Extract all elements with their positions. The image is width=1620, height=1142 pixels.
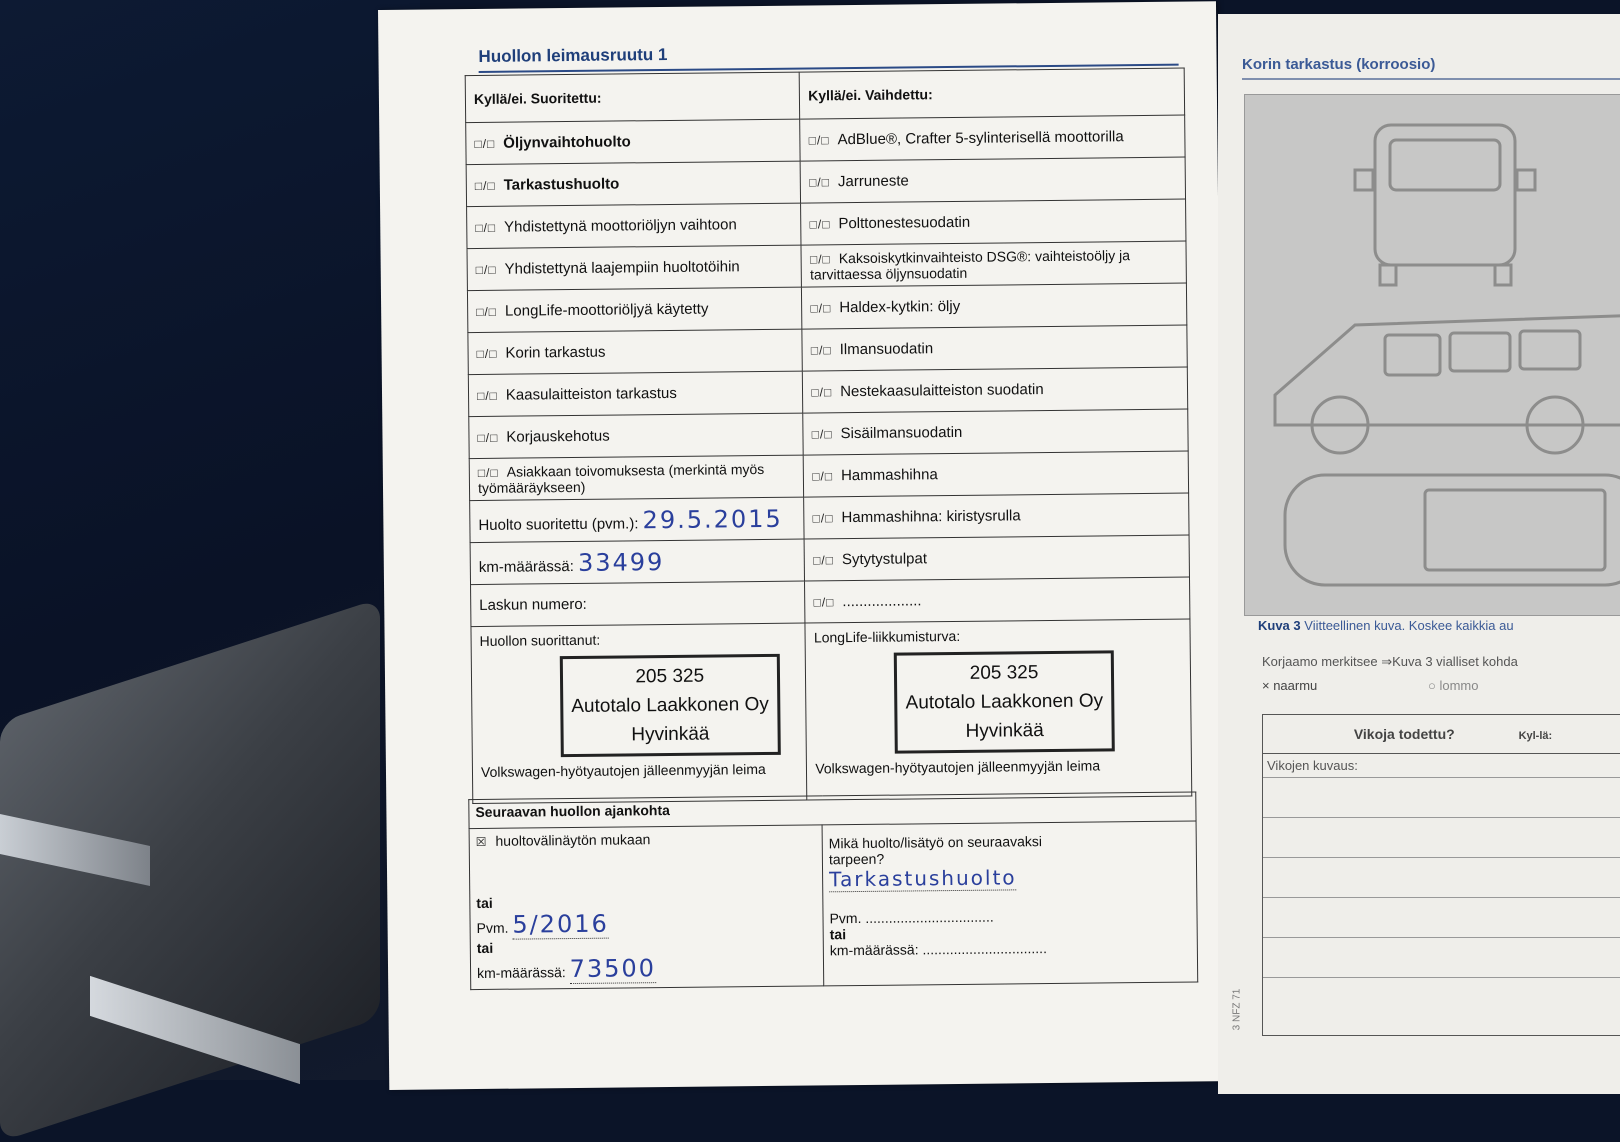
checkbox[interactable]: □/□ [808,133,830,148]
caption-text: Viitteellinen kuva. Koskee kaikkia au [1304,618,1514,633]
checkbox[interactable]: □/□ [475,262,497,277]
next-date-right[interactable]: Pvm. ................................. [829,908,994,927]
writing-line[interactable] [1263,857,1620,897]
service-date-label: Huolto suoritettu (pvm.): [478,514,639,534]
defects-description-label: Vikojen kuvaus: [1267,758,1358,773]
body-inspection-title: Korin tarkastus (korroosio) [1242,56,1436,73]
van-outline-illustration [1245,95,1620,615]
performer-label: Huollon suorittanut: [479,631,601,649]
or-label: tai [476,939,494,957]
dealer-stamp [560,654,781,757]
checkbox[interactable]: □/□ [813,553,835,568]
table-row [466,115,1185,165]
table-row [467,241,1186,291]
checkbox[interactable]: □/□ [809,217,831,232]
next-service-right [822,821,1198,986]
row-label: Yhdistettynä moottoriöljyn vaihtoon [504,216,737,236]
row-label: Tarkastushuolto [503,175,620,194]
service-table [465,68,1193,804]
table-row [467,199,1186,249]
performed-header: Kyllä/ei. Suoritettu: [465,72,800,122]
stamp-name: Autotalo Laakkonen Oy [571,693,769,718]
row-label: Kaasulaitteiston tarkastus [505,384,677,404]
checkbox[interactable]: □/□ [474,178,496,193]
figure-caption [1258,618,1514,633]
longlife-label: LongLife-liikkumisturva: [813,627,961,646]
checkbox[interactable]: □/□ [476,304,498,319]
service-book-right-page [1218,14,1620,1094]
row-label: Jarruneste [837,172,909,191]
writing-line[interactable] [1263,897,1620,937]
table-row [466,157,1185,207]
stamp-name: Autotalo Laakkonen Oy [905,690,1104,714]
writing-line[interactable] [1263,817,1620,857]
next-km-right[interactable]: km-määrässä: ................................ [829,940,1047,959]
service-book-left-page [378,1,1227,1090]
checkbox[interactable]: □/□ [811,427,833,442]
caption-label: Kuva 3 [1258,618,1301,633]
checkbox[interactable]: □/□ [810,343,832,358]
table-row [471,577,1190,627]
longlife-stamp-cell [805,619,1192,800]
next-km-label: km-määrässä: [477,964,566,982]
dealer-stamp [894,650,1115,753]
next-service-table [468,791,1198,990]
dealer-label: Volkswagen-hyötyautojen jälleenmyyjän leima [480,760,766,780]
checkbox[interactable]: □/□ [813,595,835,610]
mileage-label: km-määrässä: [478,557,574,576]
row-label: Sytytystulpat [841,550,928,569]
row-label: Haldex-kytkin: öljy [839,297,961,317]
checkbox[interactable]: □/□ [811,385,833,400]
invoice-label: Laskun numero: [479,595,587,614]
title-rule [1242,78,1620,80]
blank-field[interactable]: ................... [842,592,922,611]
checkbox[interactable]: □/□ [477,430,499,445]
table-row [469,451,1188,501]
checkbox[interactable]: □/□ [812,511,834,526]
mileage-value[interactable]: 33499 [577,547,665,577]
row-label: Asiakkaan toivomuksesta (merkintä myös työmääräykseen) [477,460,765,496]
or-label: tai [476,894,493,912]
defects-title: Vikoja todettu? [1353,726,1455,742]
or-label: tai [829,926,847,943]
interval-checkbox[interactable]: ☒ [475,834,488,850]
document-code: 3 NFZ 71 [1231,988,1243,1031]
row-label: Öljynvaihtohuolto [503,133,631,152]
table-row [469,409,1188,459]
next-date-value[interactable]: 5/2016 [512,909,609,939]
writing-line[interactable] [1263,937,1620,977]
yes-label: Kyl-lä: [1518,730,1553,742]
dealer-label: Volkswagen-hyötyautojen jälleenmyyjän leima [815,757,1101,777]
table-row [468,325,1187,375]
stamp-numbers: 205 325 [635,665,705,688]
row-label: LongLife-moottoriöljyä käytetty [504,300,709,320]
next-work-label: Mikä huolto/lisätyö on seuraavaksi tarpeen? [828,833,1043,868]
table-row [470,535,1189,585]
next-date-label: Pvm. [476,919,509,937]
dent-legend: ○ lommo [1428,678,1479,693]
checkbox[interactable]: □/□ [476,346,498,361]
checkbox[interactable]: □/□ [812,469,834,484]
table-row [470,493,1189,543]
writing-line[interactable] [1263,977,1620,1017]
row-label: Polttonestesuodatin [838,213,971,233]
checkbox[interactable]: □/□ [810,301,832,316]
row-label: Kaksoiskytkinvaihteisto DSG®: vaihteistoöljy ja tarvittaessa öljynsuodatin [810,246,1131,282]
row-label: Hammashihna [840,466,938,485]
writing-line[interactable] [1263,777,1620,817]
row-label: Nestekaasulaitteiston suodatin [840,381,1044,401]
row-label: Ilmansuodatin [839,340,934,359]
row-label: Hammashihna: kiristysrulla [841,507,1021,527]
checkbox[interactable]: □/□ [477,465,499,480]
replaced-header: Kyllä/ei. Vaihdettu: [799,68,1184,119]
defects-box [1262,714,1620,1036]
row-label: Yhdistettynä laajempiin huoltotöihin [504,258,740,278]
performer-stamp-cell [471,623,807,803]
scratch-legend: × naarmu [1262,678,1318,693]
row-label: Korin tarkastus [505,343,606,362]
row-label: AdBlue®, Crafter 5-sylinterisellä moottorilla [837,128,1124,149]
table-row [468,367,1187,417]
vehicle-figure [1244,94,1620,616]
next-km-value[interactable]: 73500 [569,954,657,984]
checkbox[interactable]: □/□ [476,388,498,403]
table-row [467,283,1186,333]
interval-label: huoltovälinäytön mukaan [495,831,651,849]
workshop-note: Korjaamo merkitsee ⇒Kuva 3 vialliset kohda [1262,654,1518,669]
service-date-value[interactable]: 29.5.2015 [642,504,783,534]
page-title: Huollon leimausruutu 1 [478,44,668,66]
checkbox[interactable]: □/□ [475,220,497,235]
stamp-city: Hyvinkää [631,723,710,746]
stamp-city: Hyvinkää [965,720,1044,742]
row-label: Sisäilmansuodatin [840,423,963,443]
checkbox[interactable]: □/□ [809,251,831,266]
defects-header [1263,715,1620,754]
next-service-title: Seuraavan huollon ajankohta [469,792,1196,829]
stamp-numbers: 205 325 [969,662,1039,684]
checkbox[interactable]: □/□ [474,136,496,151]
checkbox[interactable]: □/□ [809,175,831,190]
next-work-value[interactable]: Tarkastushuolto [829,865,1017,892]
next-service-left [469,825,824,990]
row-label: Korjauskehotus [506,427,610,446]
